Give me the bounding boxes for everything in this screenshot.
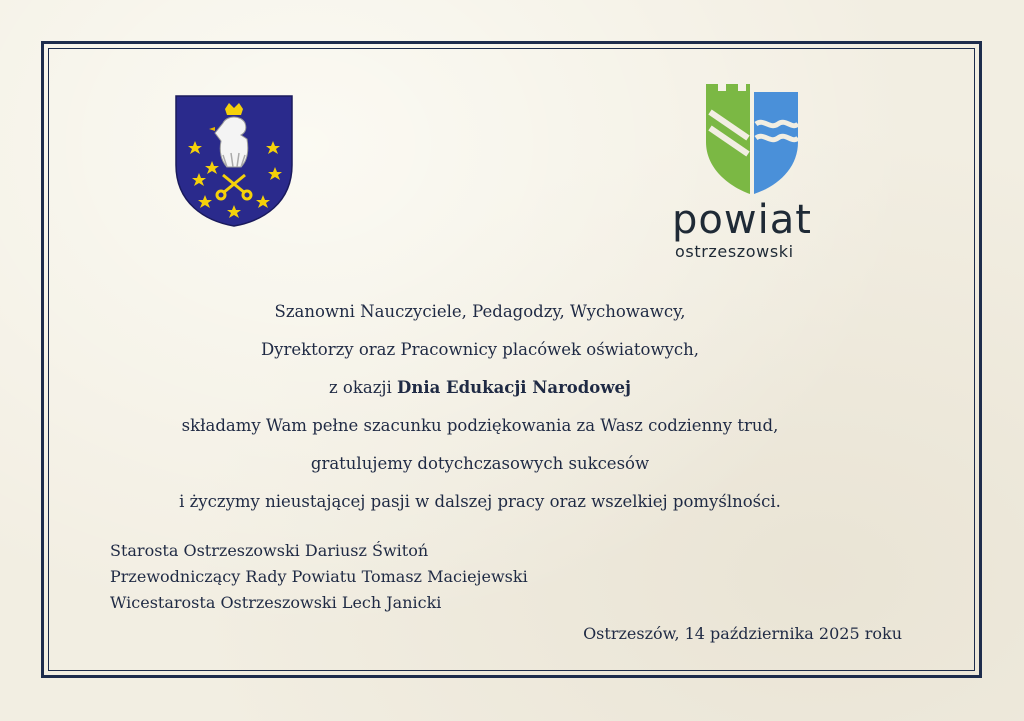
coat-of-arms-icon bbox=[175, 95, 293, 227]
logo-line-ostrzeszowski: ostrzeszowski bbox=[675, 242, 794, 261]
greeting-line-3-prefix: z okazji bbox=[328, 378, 398, 397]
signature-wicestarosta: Wicestarosta Ostrzeszowski Lech Janicki bbox=[110, 593, 442, 612]
county-logo-wordmark bbox=[672, 198, 832, 262]
greeting-line-3 bbox=[100, 378, 860, 397]
greeting-line-5: gratulujemy dotychczasowych sukcesów bbox=[310, 454, 650, 473]
signature-przewodniczacy: Przewodniczący Rady Powiatu Tomasz Maciejewski bbox=[110, 567, 528, 586]
signatures bbox=[110, 538, 528, 616]
date-line: Ostrzeszów, 14 października 2025 roku bbox=[583, 624, 902, 643]
signature-starosta: Starosta Ostrzeszowski Dariusz Świtoń bbox=[110, 541, 429, 560]
occasion-name: Dnia Edukacji Narodowej bbox=[397, 378, 631, 397]
county-shield-icon bbox=[704, 82, 800, 195]
logo-line-powiat: powiat bbox=[672, 197, 812, 243]
greeting-line-6: i życzymy nieustającej pasji w dalszej pracy oraz wszelkiej pomyślności. bbox=[179, 492, 781, 511]
greeting-line-2: Dyrektorzy oraz Pracownicy placówek oświatowych, bbox=[260, 340, 700, 359]
greeting-line-1: Szanowni Nauczyciele, Pedagodzy, Wychowawcy, bbox=[274, 302, 686, 321]
greeting-line-4: składamy Wam pełne szacunku podziękowania za Wasz codzienny trud, bbox=[181, 416, 779, 435]
